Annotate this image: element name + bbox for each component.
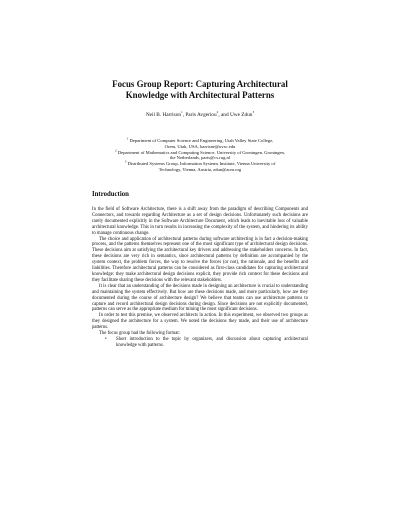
affiliation-line: Orem, Utah, USA, harrisne@uvsc.edu <box>164 143 236 149</box>
section-heading: Introduction <box>92 191 129 198</box>
affiliation-list <box>86 138 314 173</box>
author-name: Uwe Zdun <box>229 112 253 118</box>
author-list <box>80 112 320 119</box>
author-separator: , <box>182 112 186 118</box>
affiliation <box>86 150 314 162</box>
author-separator: , and <box>218 112 230 118</box>
affiliation <box>86 161 314 173</box>
author-name: Neil B. Harrison <box>145 112 181 118</box>
paragraph: In the field of Software Architecture, there is a shift away from the paradigm of describing Components and Connectors, and towards regarding Architecture as a set of design decisions. Unfortunately such decisions are rarely documented explicitly in the Software Architecture Document, which leads to inevitable loss of valuable architectural knowledge. This in turn results in increasing the complexity of the system, and hindering its ability to manage continuous change. <box>92 207 308 236</box>
author-affiliation-mark: 1 <box>181 110 183 115</box>
paragraph: The focus group had the following format: <box>99 331 180 337</box>
bullet-list <box>92 337 308 349</box>
paper-title-line: Focus Group Report: Capturing Architectural <box>112 79 288 89</box>
affiliation-line: Technology, Vienna, Austria, zdun@acm.org <box>158 166 242 172</box>
paper-title-line: Knowledge with Architectural Patterns <box>125 90 275 100</box>
affiliation-mark: 3 <box>124 159 127 164</box>
paragraph: The choice and application of architectural patterns during software architecting is in fact a decision-making process, and the patterns themselves represent one of the most significant type of architectural design decisions. These decisions aim at satisfying the architectural key drivers and addressing the stakeholders concerns. In fact, these decisions are very rich in semantics, since architectural patterns by definition are accompanied by the system context, the problem forces, the way to resolve the forces (or not), the rationale, and the benefits and liabilities. Therefore architectural patterns can be considered as first-class candidates for capturing architectural knowledge: they make architectural design decisions explicit, they provide rich context for these decisions and they facilitate sharing these decisions with the relevant stakeholders. <box>92 236 308 283</box>
affiliation-mark: 2 <box>115 148 117 153</box>
bullet-item: • Short introduction to the topic by organizers, and discussion about capturing architectural knowledge with patterns. <box>116 337 308 349</box>
author-name: Paris Avgeriou <box>185 112 217 118</box>
paper-title <box>80 79 320 101</box>
affiliation-line: Department of Mathematics and Computing Science, University of Groningen, Groningen, <box>117 149 285 155</box>
affiliation-line: the Netherlands, paris@cs.rug.nl <box>169 155 231 161</box>
affiliation-mark: 1 <box>126 136 129 141</box>
affiliation-line: Department of Computer Science and Engineering, Utah Valley State College, <box>129 138 274 143</box>
affiliation-line: Distributed Systems Group, Information Systems Institute, Vienna University of <box>127 161 276 167</box>
author-affiliation-mark: 2 <box>216 110 219 115</box>
body-text <box>92 207 308 349</box>
paragraph: In order to test this premise, we observed architects in action. In this experiment, we observed two groups as they designed the architecture for a system. We noted the decisions they made, and their use of architecture patterns. <box>92 313 308 331</box>
author-affiliation-mark: 3 <box>252 110 255 115</box>
paragraph: It is clear that an understanding of the decisions made in designing an architecture is crucial to understanding and maintaining the system effectively. But how are these decisions made, and more particularly, how are they documented during the course of architecture design? We believe that teams can use architecture patterns to capture and record architectural design decisions during design. Since decisions are not explicitly documented, patterns can serve as the appropriate medium for mining the most significant decisions. <box>92 283 308 313</box>
